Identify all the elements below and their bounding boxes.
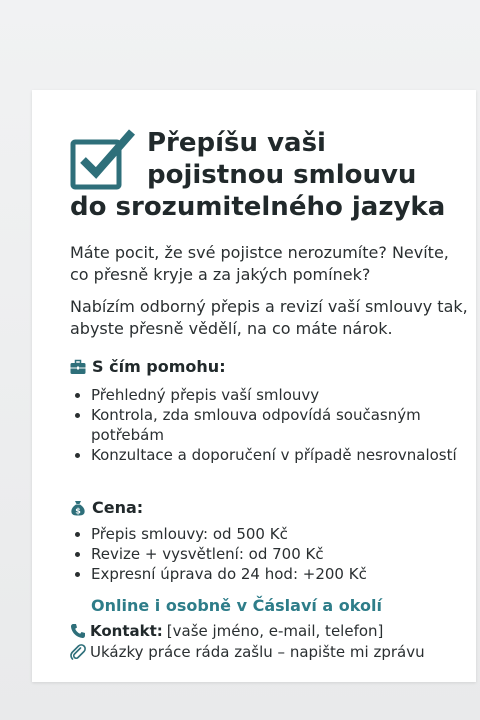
intro-paragraph-2: Nabízím odborný přepis a revizí vaší smlouvy tak, abyste přesně vědělí, na co máte nárok.	[70, 297, 468, 338]
list-item: Přepis smlouvy: od 500 Kč	[70, 524, 460, 544]
contact-value: [vaše jméno, e-mail, telefon]	[166, 622, 384, 640]
paperclip-icon	[70, 644, 86, 660]
checkbox-checked-icon	[70, 128, 136, 190]
price-list	[70, 524, 460, 584]
money-bag-icon	[70, 500, 86, 516]
list-item: Konzultace a doporučení v případě nesrovnalostí	[70, 445, 460, 465]
list-item: Přehledný přepis vaší smlouvy	[70, 385, 460, 405]
help-section-heading-text: S čím pomohu:	[92, 357, 226, 376]
briefcase-icon	[70, 359, 86, 375]
intro-paragraph-1: Máte pocit, že své pojistce nerozumíte? Nevíte, co přesně kryje a za jakých pomínek?	[70, 243, 449, 284]
list-item: Kontrola, zda smlouva odpovídá současným potřebám	[70, 405, 460, 445]
contact-line	[70, 621, 383, 641]
contact-label: Kontakt:	[90, 622, 163, 640]
help-list	[70, 385, 460, 465]
phone-icon	[70, 623, 86, 639]
svg-text:$: $	[75, 506, 81, 516]
price-section-heading	[70, 497, 143, 519]
price-section-heading-text: Cena:	[92, 498, 144, 517]
help-section-heading	[70, 356, 226, 378]
location-text: Online i osobně v Čáslaví a okolí	[91, 596, 382, 615]
samples-line	[70, 642, 425, 662]
list-item: Expresní úprava do 24 hod: +200 Kč	[70, 564, 460, 584]
page-title-line-3: do srozumitelného jazyka	[70, 192, 446, 222]
page-title-line-2: pojistnou smlouvu	[147, 160, 417, 190]
flyer-card	[32, 90, 476, 682]
samples-text: Ukázky práce ráda zašlu – napište mi zprávu	[90, 643, 425, 661]
page-title-line-1: Přepíšu vaši	[147, 128, 326, 158]
list-item: Revize + vysvětlení: od 700 Kč	[70, 544, 460, 564]
